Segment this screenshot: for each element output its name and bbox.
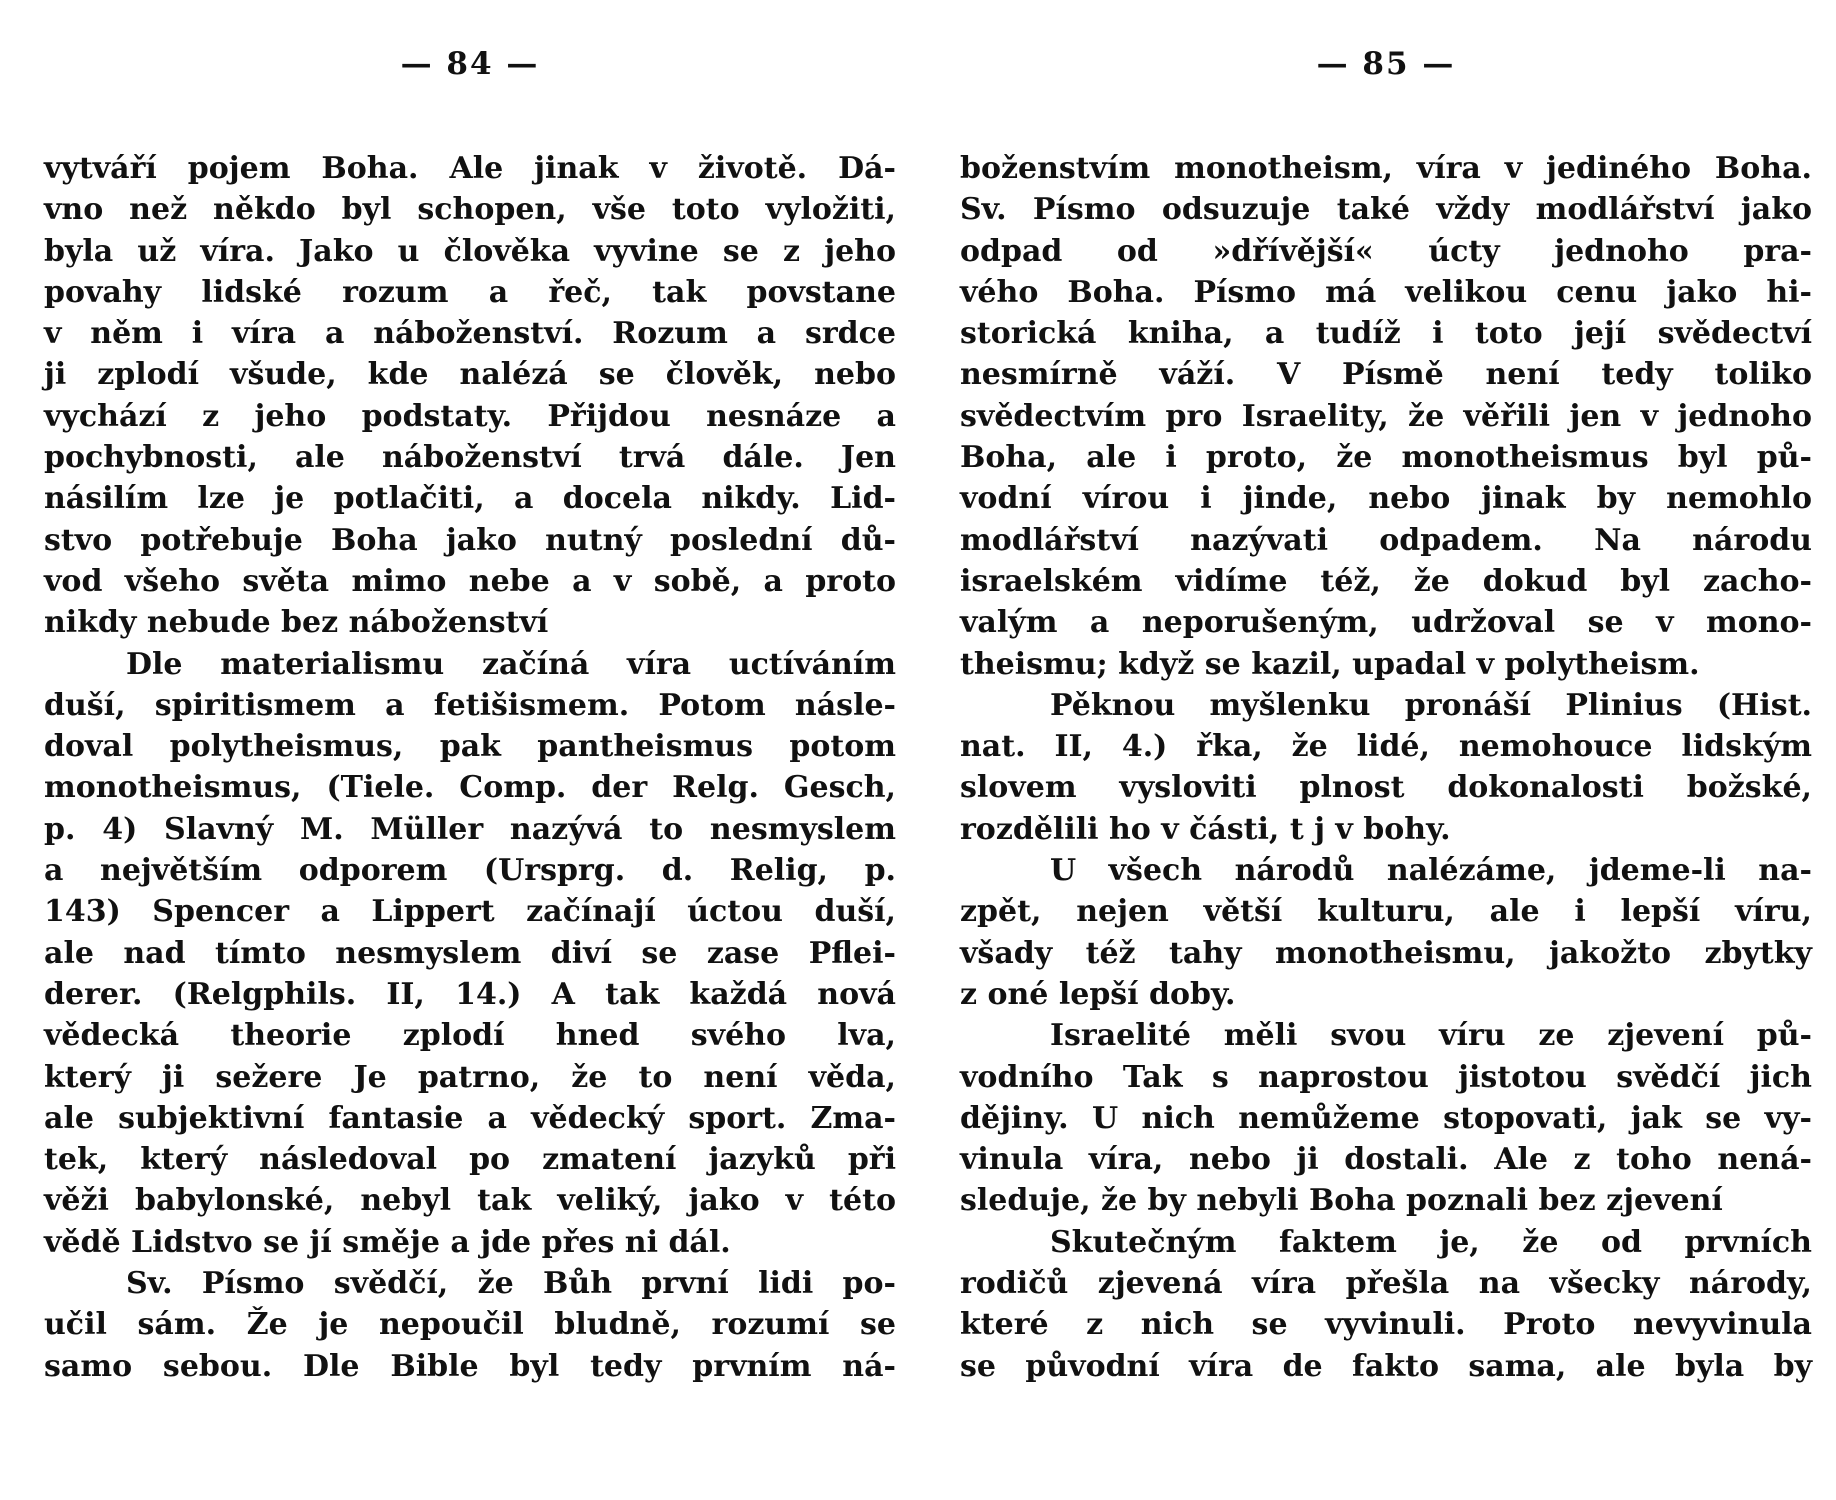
text-line: doval polytheismus, pak pantheismus potom xyxy=(44,729,896,765)
right-page-text xyxy=(960,148,1812,1387)
text-line: nesmírně váží. V Písmě není tedy toliko xyxy=(960,357,1812,393)
text-line: duší, spiritismem a fetišismem. Potom násle- xyxy=(44,687,896,723)
text-line: dějiny. U nich nemůžeme stopovati, jak se vy- xyxy=(960,1100,1812,1136)
text-line: se původní víra de fakto sama, ale byla by xyxy=(960,1348,1812,1384)
text-line: israelském vidíme též, že dokud byl zacho- xyxy=(960,563,1812,599)
text-line: ji zplodí všude, kde nalézá se člověk, nebo xyxy=(44,357,896,393)
text-line: sleduje, že by nebyli Boha poznali bez zjevení xyxy=(960,1183,1723,1219)
page-number-85: — 85 — xyxy=(1316,46,1456,82)
text-line: nikdy nebude bez náboženství xyxy=(44,605,549,641)
text-line: vodního Tak s naprostou jistotou svědčí jich xyxy=(960,1059,1812,1095)
text-line: povahy lidské rozum a řeč, tak povstane xyxy=(44,274,896,310)
text-line: který ji sežere Je patrno, že to není věda, xyxy=(44,1059,896,1095)
text-line: vno než někdo byl schopen, vše toto vyložiti, xyxy=(44,192,896,228)
text-line: rozdělili ho v části, t j v bohy. xyxy=(960,811,1451,847)
text-line: násilím lze je potlačiti, a docela nikdy. Lid- xyxy=(44,481,896,517)
text-line: Pěknou myšlenku pronáší Plinius (Hist. xyxy=(1050,687,1812,723)
text-line: všady též tahy monotheismu, jakožto zbytky xyxy=(960,935,1812,971)
text-line: derer. (Relgphils. II, 14.) A tak každá nová xyxy=(44,976,896,1012)
text-line: Boha, ale i proto, že monotheismus byl pů- xyxy=(960,440,1812,476)
text-line: U všech národů nalézáme, jdeme-li na- xyxy=(1050,853,1812,889)
text-line: storická kniha, a tudíž i toto její svědectví xyxy=(960,316,1812,352)
text-line: rodičů zjevená víra přešla na všecky národy, xyxy=(960,1266,1812,1302)
text-line: tek, který následoval po zmatení jazyků při xyxy=(44,1142,896,1178)
text-line: vědecká theorie zplodí hned svého lva, xyxy=(44,1018,896,1054)
text-line: nat. II, 4.) řka, že lidé, nemohouce lidským xyxy=(960,729,1812,765)
text-line: které z nich se vyvinuli. Proto nevyvinula xyxy=(960,1307,1812,1343)
text-line: samo sebou. Dle Bible byl tedy prvním ná- xyxy=(44,1348,896,1384)
text-line: zpět, nejen větší kulturu, ale i lepší víru, xyxy=(960,894,1812,930)
text-line: vytváří pojem Boha. Ale jinak v životě. Dá- xyxy=(44,151,896,186)
text-line: Sv. Písmo svědčí, že Bůh první lidi po- xyxy=(126,1266,896,1302)
text-line: vinula víra, nebo ji dostali. Ale z toho nená- xyxy=(960,1142,1812,1178)
text-line: Dle materialismu začíná víra uctíváním xyxy=(126,646,896,682)
text-line: Israelité měli svou víru ze zjevení pů- xyxy=(1050,1018,1812,1054)
text-line: odpad od »dřívější« úcty jednoho pra- xyxy=(960,233,1812,269)
text-line: Sv. Písmo odsuzuje také vždy modlářství jako xyxy=(960,192,1812,228)
text-line: monotheismus, (Tiele. Comp. der Relg. Gesch, xyxy=(44,770,896,806)
right-page xyxy=(960,0,1812,1500)
left-page-text xyxy=(44,148,896,1387)
text-line: vychází z jeho podstaty. Přijdou nesnáze a xyxy=(44,398,896,434)
text-line: věži babylonské, nebyl tak veliký, jako v této xyxy=(44,1183,896,1219)
text-line: pochybnosti, ale náboženství trvá dále. Jen xyxy=(44,440,896,476)
text-line: modlářství nazývati odpadem. Na národu xyxy=(960,522,1812,558)
text-line: valým a neporušeným, udržoval se v mono- xyxy=(960,605,1812,641)
text-line: vědě Lidstvo se jí směje a jde přes ni dál. xyxy=(44,1224,731,1260)
text-line: p. 4) Slavný M. Müller nazývá to nesmyslem xyxy=(44,811,896,847)
text-line: ale subjektivní fantasie a vědecký sport. Zma- xyxy=(44,1100,896,1136)
text-line: 143) Spencer a Lippert začínají úctou duší, xyxy=(44,894,896,930)
page-number-84: — 84 — xyxy=(400,46,540,82)
text-line: slovem vysloviti plnost dokonalosti božské, xyxy=(960,770,1812,806)
text-line: z oné lepší doby. xyxy=(960,976,1236,1012)
text-line: byla už víra. Jako u člověka vyvine se z jeho xyxy=(44,233,896,269)
left-page xyxy=(44,0,896,1500)
text-line: vého Boha. Písmo má velikou cenu jako hi- xyxy=(960,274,1812,310)
text-line: Skutečným faktem je, že od prvních xyxy=(1050,1224,1812,1260)
text-line: svědectvím pro Israelity, že věřili jen v jednoho xyxy=(960,398,1812,434)
text-line: a největším odporem (Ursprg. d. Relig, p. xyxy=(44,853,896,889)
text-line: vodní vírou i jinde, nebo jinak by nemohlo xyxy=(960,481,1812,517)
text-line: stvo potřebuje Boha jako nutný poslední dů- xyxy=(44,522,896,558)
text-line: učil sám. Že je nepoučil bludně, rozumí se xyxy=(44,1307,896,1343)
text-line: vod všeho světa mimo nebe a v sobě, a proto xyxy=(44,563,896,599)
text-line: boženstvím monotheism, víra v jediného Boha. xyxy=(960,151,1812,186)
text-line: theismu; když se kazil, upadal v polytheism. xyxy=(960,646,1700,682)
text-line: v něm i víra a náboženství. Rozum a srdce xyxy=(44,316,896,352)
text-line: ale nad tímto nesmyslem diví se zase Pflei- xyxy=(44,935,896,971)
